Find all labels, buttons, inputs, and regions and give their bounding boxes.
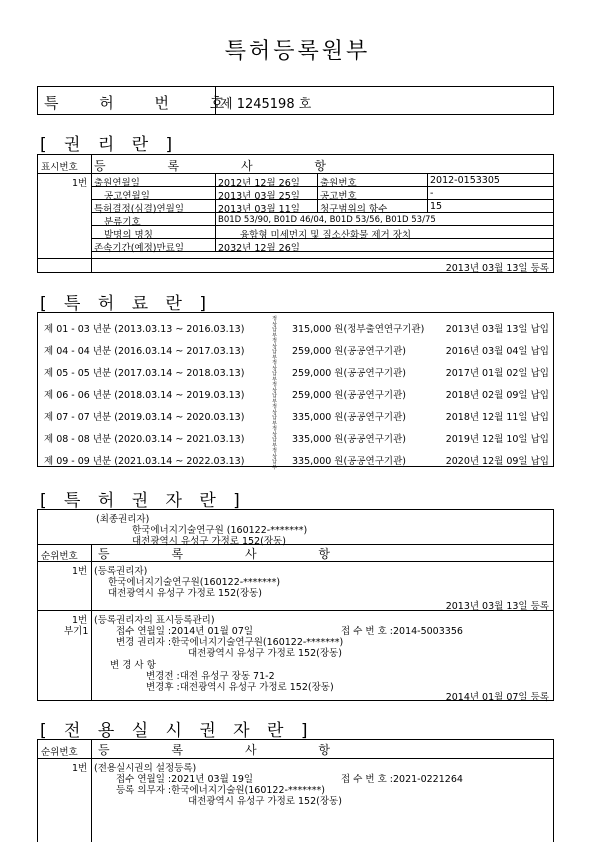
rights-col-no: 표시번호	[41, 162, 78, 173]
fee-amount: 335,000 원(공공연구기관)	[292, 412, 406, 423]
owner-entry2-no: 1번	[72, 615, 88, 626]
pub-no-label: 공고번호	[320, 191, 357, 202]
rights-row-no: 1번	[72, 178, 88, 189]
fee-paid-date: 2017년 01월 02일 납입	[445, 368, 549, 379]
license-col-no: 순위번호	[41, 747, 78, 758]
fee-paid-date: 2016년 03월 04일 납입	[445, 346, 549, 357]
rights-col-items: 등 록 사 항	[94, 159, 326, 173]
fee-tag: 정상납부	[272, 448, 277, 471]
fee-tag: 정상납부	[272, 316, 277, 339]
fee-period: 제 08 - 08 년분 (2020.03.14 ~ 2021.03.13)	[44, 434, 245, 445]
decision-date: 2013년 03월 11일	[218, 204, 300, 215]
fee-paid-date: 2013년 03월 13일 납입	[445, 324, 549, 335]
fee-period: 제 06 - 06 년분 (2018.03.14 ~ 2019.03.13)	[44, 390, 245, 401]
license-heading: [ 전 용 실 시 권 자 란 ]	[40, 721, 314, 741]
fees-table	[37, 312, 554, 471]
owner-entry1-no: 1번	[72, 566, 88, 577]
owner-entry2-after: 변경후 :대전광역시 유성구 가정로 152(장동)	[146, 682, 334, 693]
fee-paid-date: 2019년 12월 10일 납입	[445, 434, 549, 445]
invention-label: 발명의 명칭	[104, 230, 153, 241]
owner-entry2-receipt-no: 접 수 번 호 :2014-5003356	[341, 626, 463, 637]
fee-row	[38, 339, 553, 361]
fee-amount: 259,000 원(공공연구기관)	[292, 368, 406, 379]
owner-entry2-holder: 변경 권리자 :한국에너지기술연구원(160122-*******)	[116, 637, 344, 648]
pub-date: 2013년 03월 25일	[218, 191, 300, 202]
owner-entry1-address: 대전광역시 유성구 가정로 152(장동)	[108, 588, 262, 599]
final-owner-name: 한국에너지기술연구원 (160122-*******)	[132, 525, 308, 536]
invention-title: 융합형 미세먼지 및 질소산화물 제거 장치	[240, 230, 412, 241]
license-entry1-address: 대전광역시 유성구 가정로 152(장동)	[188, 796, 342, 807]
fee-row	[38, 317, 553, 339]
fee-tag: 정상납부	[272, 426, 277, 449]
owner-entry2-date: 2014년 01월 07일 등록	[445, 692, 549, 703]
owner-entry1-label: (등록권리자)	[94, 566, 148, 577]
rights-table	[37, 154, 554, 273]
final-owner-label: (최종권리자)	[96, 514, 150, 525]
decision-label: 특허결정(심결)연월일	[94, 204, 185, 215]
fee-amount: 259,000 원(공공연구기관)	[292, 390, 406, 401]
fee-period: 제 09 - 09 년분 (2021.03.14 ~ 2022.03.13)	[44, 456, 245, 467]
license-entry1-receipt-no: 접 수 번 호 :2021-0221264	[341, 774, 463, 785]
fee-row	[38, 361, 553, 383]
owners-col-no: 순위번호	[41, 551, 78, 562]
owner-entry2-sub: 부기1	[64, 626, 89, 637]
owners-heading: [ 특 허 권 자 란 ]	[40, 491, 246, 511]
fee-amount: 315,000 원(정부출연연구기관)	[292, 324, 425, 335]
class-codes: B01D 53/90, B01D 46/04, B01D 53/56, B01D 53/75	[218, 215, 436, 225]
owners-table	[37, 509, 554, 701]
fee-row	[38, 383, 553, 405]
patent-number-value: 제 1245198 호	[220, 97, 312, 112]
owner-entry2-change-title: 변 경 사 항	[110, 660, 156, 671]
class-label: 분류기호	[104, 217, 141, 228]
rights-heading: [ 권 리 란 ]	[40, 135, 179, 155]
owners-col-items: 등 록 사 항	[98, 547, 330, 561]
claims-label: 청구범위의 항수	[320, 204, 388, 215]
fee-amount: 335,000 원(공공연구기관)	[292, 434, 406, 445]
license-entry1-receipt-date: 접수 연월일 :2021년 03월 19일	[116, 774, 254, 785]
page-title: 특허등록원부	[224, 39, 371, 64]
license-col-items: 등 록 사 항	[98, 743, 330, 757]
owner-entry2-before: 변경전 :대전 유성구 장동 71-2	[146, 671, 275, 682]
app-no: 2012-0153305	[430, 175, 500, 186]
fee-row	[38, 405, 553, 427]
license-entry1-obligor: 등록 의무자 :한국에너지기술원(160122-*******)	[116, 785, 325, 796]
owner-entry2-label: (등록권리자의 표시등록관리)	[94, 615, 215, 626]
rights-registered-date: 2013년 03월 13일 등록	[445, 263, 549, 274]
fee-tag: 정상납부	[272, 338, 277, 361]
fee-row	[38, 449, 553, 471]
expiry-date: 2032년 12월 26일	[218, 243, 300, 254]
license-table	[37, 739, 554, 842]
app-no-label: 출원번호	[320, 178, 357, 189]
owner-entry2-holder-address: 대전광역시 유성구 가정로 152(장동)	[188, 648, 342, 659]
pub-date-label: 공고연월일	[104, 191, 150, 202]
fee-paid-date: 2020년 12월 09일 납입	[445, 456, 549, 467]
fee-period: 제 04 - 04 년분 (2016.03.14 ~ 2017.03.13)	[44, 346, 245, 357]
fee-period: 제 05 - 05 년분 (2017.03.14 ~ 2018.03.13)	[44, 368, 245, 379]
owner-entry1-date: 2013년 03월 13일 등록	[445, 601, 549, 612]
pub-no: -	[430, 188, 434, 199]
fee-period: 제 01 - 03 년분 (2013.03.13 ~ 2016.03.13)	[44, 324, 245, 335]
patent-number-box	[37, 86, 554, 115]
license-entry1-label: (전용실시권의 설정등록)	[94, 763, 197, 774]
fee-row	[38, 427, 553, 449]
fee-period: 제 07 - 07 년분 (2019.03.14 ~ 2020.03.13)	[44, 412, 245, 423]
license-entry1-no: 1번	[72, 763, 88, 774]
fee-amount: 335,000 원(공공연구기관)	[292, 456, 406, 467]
expiry-label: 존속기간(예정)만료일	[94, 243, 185, 254]
fee-tag: 정상납부	[272, 382, 277, 405]
filing-date-label: 출원연월일	[94, 178, 140, 189]
fee-paid-date: 2018년 12월 11일 납입	[445, 412, 549, 423]
fee-tag: 정상납부	[272, 360, 277, 383]
patent-number-label: 특 허 번 호	[44, 94, 243, 112]
fees-heading: [ 특 허 료 란 ]	[40, 294, 212, 314]
fee-amount: 259,000 원(공공연구기관)	[292, 346, 406, 357]
final-owner-address: 대전광역시 유성구 가정로 152(장동)	[132, 536, 286, 547]
claims-count: 15	[430, 201, 443, 212]
owner-entry2-receipt-date: 접수 연월일 :2014년 01월 07일	[116, 626, 254, 637]
fee-tag: 정상납부	[272, 404, 277, 427]
fee-paid-date: 2018년 02월 09일 납입	[445, 390, 549, 401]
filing-date: 2012년 12월 26일	[218, 178, 300, 189]
owner-entry1-name: 한국에너지기술연구원(160122-*******)	[108, 577, 281, 588]
